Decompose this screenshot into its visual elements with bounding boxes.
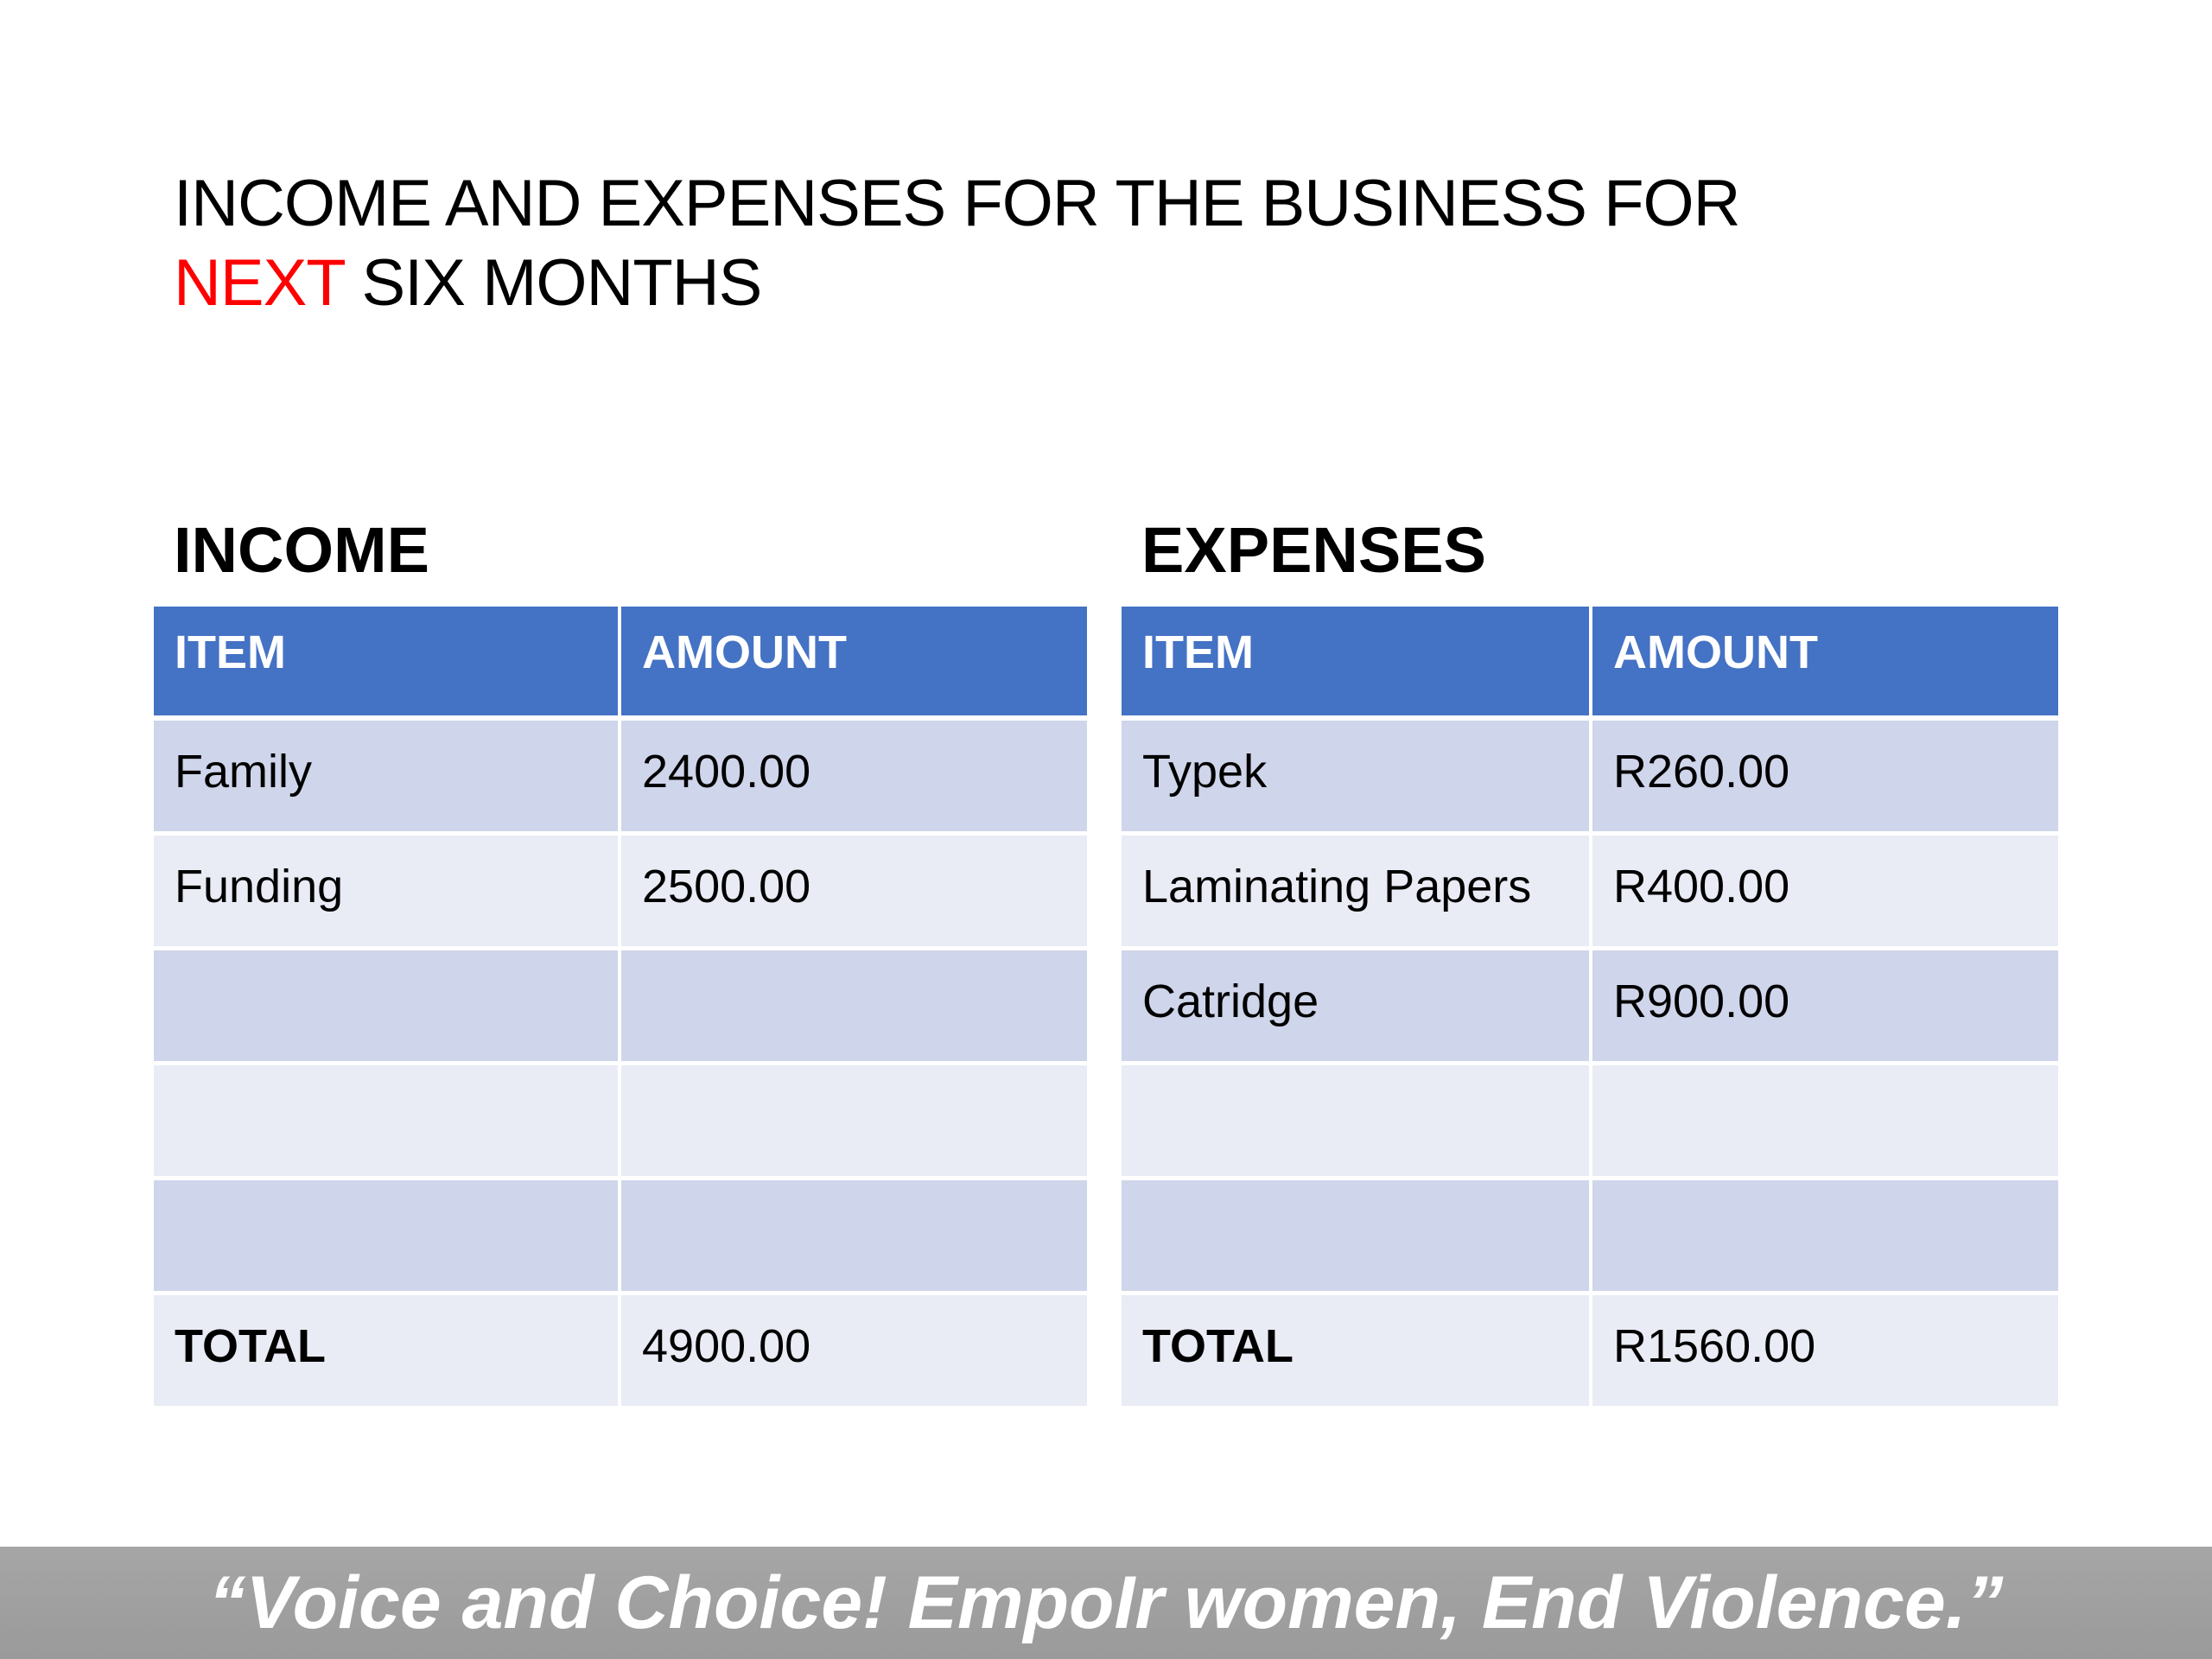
expenses-table-header-row xyxy=(1122,607,2058,718)
slide-title-rest: SIX MONTHS xyxy=(361,246,762,320)
table-row xyxy=(1122,833,2058,948)
expenses-cell-item: Laminating Papers xyxy=(1122,833,1591,948)
expenses-cell-amount: R260.00 xyxy=(1591,718,2058,833)
table-row xyxy=(154,833,1087,948)
table-row xyxy=(1122,718,2058,833)
expenses-cell-item: Typek xyxy=(1122,718,1591,833)
expenses-total-row xyxy=(1122,1293,2058,1408)
income-total-row xyxy=(154,1293,1087,1408)
income-cell-item: Funding xyxy=(154,833,620,948)
slide-title-line-2 xyxy=(174,244,1902,323)
expenses-table xyxy=(1122,607,2058,1410)
table-row xyxy=(154,948,1087,1063)
expenses-cell-amount xyxy=(1591,1178,2058,1293)
footer-quote: “Voice and Choice! EmpoIr women, End Violence.” xyxy=(208,1560,2004,1644)
expenses-column-amount: AMOUNT xyxy=(1591,607,2058,718)
income-cell-amount xyxy=(620,1063,1087,1178)
income-total-value: 4900.00 xyxy=(620,1293,1087,1408)
table-row xyxy=(1122,1178,2058,1293)
expenses-cell-item xyxy=(1122,1063,1591,1178)
expenses-column-item: ITEM xyxy=(1122,607,1591,718)
table-row xyxy=(1122,948,2058,1063)
table-row xyxy=(154,1178,1087,1293)
income-column-item: ITEM xyxy=(154,607,620,718)
income-cell-item xyxy=(154,1063,620,1178)
income-cell-amount: 2400.00 xyxy=(620,718,1087,833)
expenses-cell-amount: R400.00 xyxy=(1591,833,2058,948)
expenses-cell-amount xyxy=(1591,1063,2058,1178)
footer-banner xyxy=(0,1547,2212,1659)
table-row xyxy=(154,718,1087,833)
table-row xyxy=(1122,1063,2058,1178)
table-row xyxy=(154,1063,1087,1178)
expenses-total-value: R1560.00 xyxy=(1591,1293,2058,1408)
income-column-amount: AMOUNT xyxy=(620,607,1087,718)
income-cell-amount xyxy=(620,948,1087,1063)
income-table-header-row xyxy=(154,607,1087,718)
income-cell-amount: 2500.00 xyxy=(620,833,1087,948)
income-table xyxy=(154,607,1087,1410)
expenses-cell-item: Catridge xyxy=(1122,948,1591,1063)
income-cell-item xyxy=(154,1178,620,1293)
expenses-heading: EXPENSES xyxy=(1141,514,1486,586)
income-heading: INCOME xyxy=(174,514,429,586)
income-cell-item xyxy=(154,948,620,1063)
expenses-total-label: TOTAL xyxy=(1122,1293,1591,1408)
income-total-label: TOTAL xyxy=(154,1293,620,1408)
slide-title xyxy=(174,164,1902,323)
expenses-cell-item xyxy=(1122,1178,1591,1293)
slide-title-line-1: INCOME AND EXPENSES FOR THE BUSINESS FOR xyxy=(174,167,1740,240)
income-cell-item: Family xyxy=(154,718,620,833)
slide-title-highlight: NEXT xyxy=(174,246,345,320)
income-cell-amount xyxy=(620,1178,1087,1293)
expenses-cell-amount: R900.00 xyxy=(1591,948,2058,1063)
